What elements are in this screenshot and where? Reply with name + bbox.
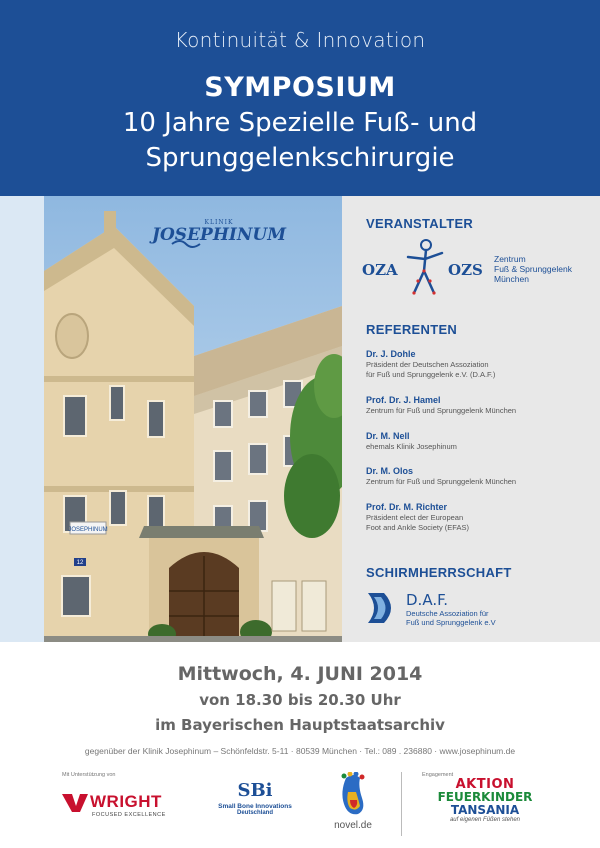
- sponsor-divider: [401, 772, 402, 836]
- event-date: Mittwoch, 4. JUNI 2014: [177, 663, 423, 685]
- speaker-desc: Präsident der Deutschen Assoziation: [366, 360, 489, 369]
- aktion-line-1: AKTION: [455, 777, 515, 792]
- novel-logo: [328, 772, 378, 834]
- speaker-name: Dr. M. Olos: [366, 466, 414, 476]
- speaker-desc: Foot and Ankle Society (EFAS): [366, 523, 469, 532]
- speaker-item: [366, 394, 596, 416]
- footprint-icon: [336, 772, 370, 818]
- speaker-item: [366, 465, 596, 487]
- aktion-feuerkinder-logo: [422, 778, 548, 832]
- daf-logo: [366, 591, 586, 627]
- speaker-item: [366, 501, 596, 533]
- speaker-name: Dr. J. Dohle: [366, 349, 416, 359]
- oza-caption-line-3: München: [494, 274, 529, 284]
- organizer-title: VERANSTALTER: [366, 216, 474, 231]
- daf-line-1: Deutsche Assoziation für: [406, 609, 489, 618]
- building-sign: JOSEPHINUM: [68, 527, 108, 533]
- headline: SYMPOSIUM: [204, 72, 396, 103]
- speaker-desc: Zentrum für Fuß und Sprunggelenk München: [366, 406, 517, 415]
- sbi-logo: [207, 780, 303, 830]
- novel-name: novel.de: [334, 820, 372, 831]
- building-illustration: [44, 196, 342, 642]
- house-number: 12: [76, 560, 84, 566]
- oza-caption-line-2: Fuß & Sprunggelenk: [494, 264, 572, 274]
- wright-mark-icon: [62, 794, 88, 812]
- patronage-title: SCHIRMHERRSCHAFT: [366, 565, 512, 580]
- aktion-line-4: auf eigenen Füßen stehen: [449, 817, 521, 823]
- support-label: Mit Unterstützung von: [62, 772, 116, 778]
- subtitle-line-1: 10 Jahre Spezielle Fuß- und: [122, 108, 478, 138]
- building-photo: [44, 196, 342, 642]
- wright-name: WRIGHT: [90, 792, 162, 811]
- wright-tagline: FOCUSED EXCELLENCE: [92, 812, 166, 818]
- daf-mark-icon: [366, 591, 400, 625]
- speaker-name: Prof. Dr. J. Hamel: [366, 395, 441, 405]
- logo-klinik-text: KLINIK: [204, 219, 234, 226]
- tagline: Kontinuität & Innovation: [174, 28, 426, 52]
- sbi-line-2: Deutschland: [236, 810, 273, 816]
- daf-line-2: Fuß und Sprunggelenk e.V: [406, 618, 496, 627]
- sbi-mark: SBi: [237, 780, 273, 801]
- aktion-line-2: FEUERKINDER: [437, 790, 533, 804]
- speaker-item: [366, 430, 596, 452]
- aktion-line-3: TANSANIA: [450, 803, 520, 817]
- speaker-desc: Präsident elect der European: [366, 513, 464, 522]
- speaker-desc: ehemals Klinik Josephinum: [366, 442, 457, 451]
- wright-logo: [62, 792, 184, 826]
- header-banner: [0, 0, 600, 196]
- oza-caption-line-1: Zentrum: [494, 254, 526, 264]
- daf-abbr: D.A.F.: [406, 591, 449, 609]
- logo-josephinum-text: JOSEPHINUM: [151, 225, 287, 245]
- engagement-label: Engagement: [422, 772, 454, 778]
- left-stripe: [0, 196, 44, 642]
- speaker-item: [366, 348, 596, 380]
- sbi-line-1: Small Bone Innovations: [218, 803, 292, 810]
- speaker-name: Prof. Dr. M. Richter: [366, 502, 448, 512]
- event-address: gegenüber der Klinik Josephinum – Schönfeldstr. 5-11 · 80539 München · Tel.: 089 . 236880 · www.josephinum.de: [84, 746, 516, 756]
- speaker-desc: Zentrum für Fuß und Sprunggelenk München: [366, 477, 517, 486]
- subtitle-line-2: Sprunggelenkschirurgie: [145, 143, 455, 173]
- info-panel: [342, 196, 600, 642]
- oza-ozs-logo: [362, 237, 592, 297]
- ozs-text: OZS: [448, 261, 483, 279]
- event-place: im Bayerischen Hauptstaatsarchiv: [155, 716, 445, 734]
- speakers-title: REFERENTEN: [366, 322, 458, 337]
- speaker-name: Dr. M. Nell: [366, 431, 410, 441]
- oza-text: OZA: [362, 261, 398, 279]
- oza-caption: [494, 254, 572, 284]
- vitruvian-figure-icon: [404, 237, 446, 297]
- event-time: von 18.30 bis 20.30 Uhr: [199, 691, 401, 709]
- speaker-desc: für Fuß und Sprunggelenk e.V. (D.A.F.): [366, 370, 496, 379]
